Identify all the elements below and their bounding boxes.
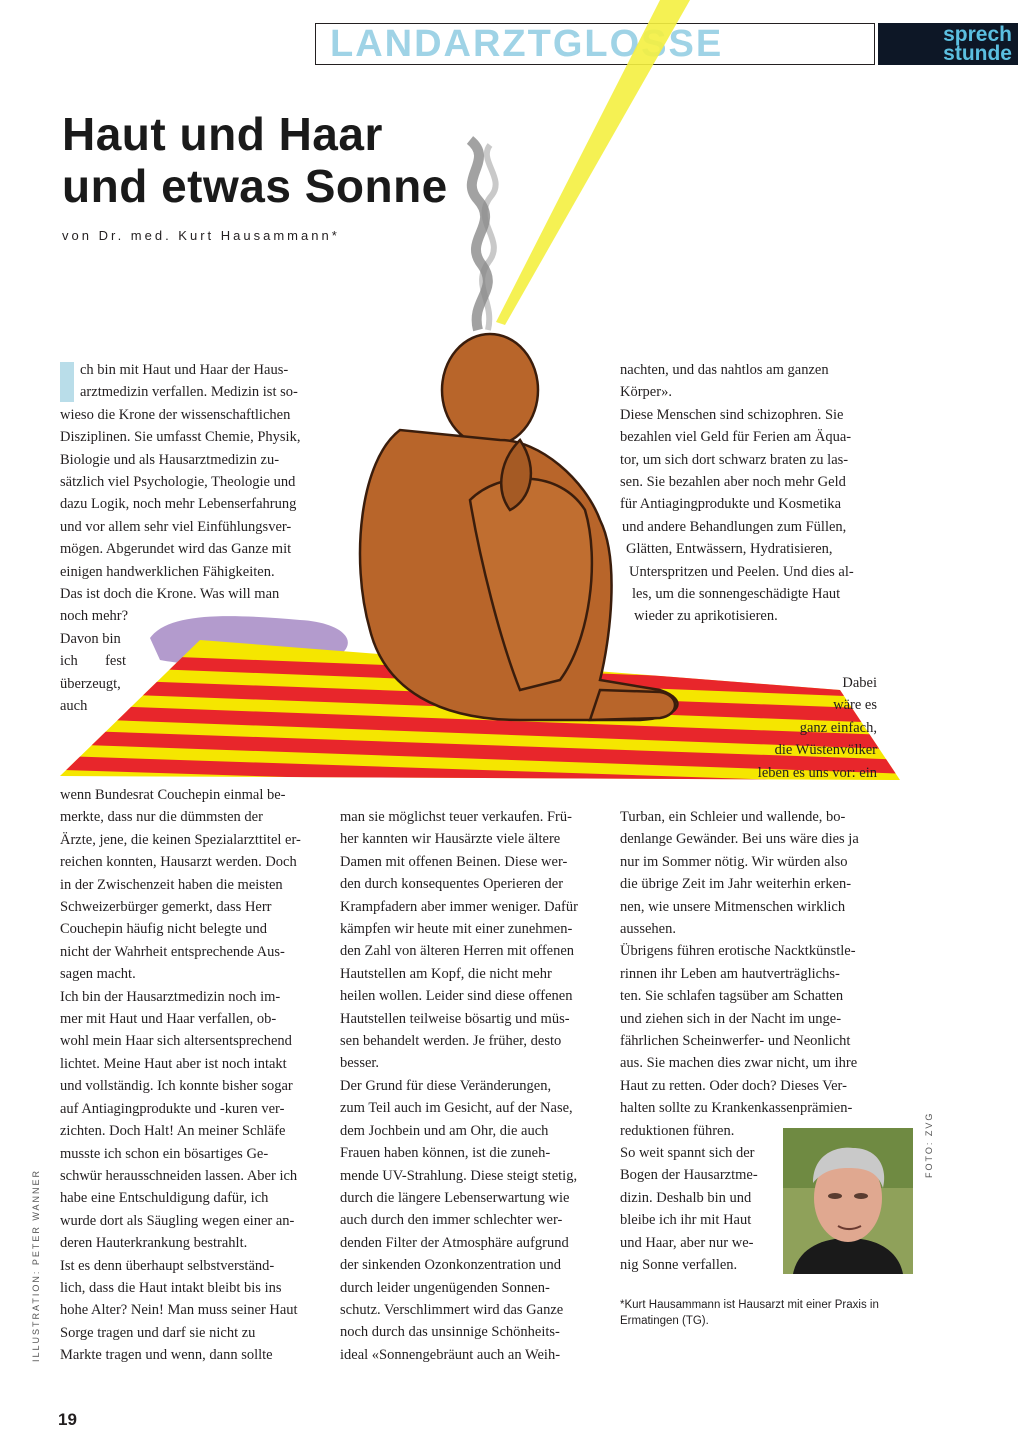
text-line: wieder zu aprikotisieren.	[634, 608, 778, 625]
text-line: für Antiagingprodukte und Kosmetika	[620, 496, 842, 513]
smoke-plume-2	[482, 145, 496, 330]
page-number: 19	[58, 1410, 77, 1429]
text-line: durch die längere Lebenserwartung wie	[340, 1189, 570, 1206]
text-line: die übrige Zeit im Jahr weiterhin erken-	[620, 876, 852, 893]
text-line: So weit spannt sich der	[620, 1145, 755, 1161]
column-3-top	[620, 359, 877, 784]
text-line: Haut zu retten. Oder doch? Dieses Ver-	[620, 1077, 847, 1094]
text-line: die Wüstenvölker	[774, 742, 877, 759]
photo-credit: FOTO: ZVG	[924, 1111, 934, 1178]
text-line: nur im Sommer nötig. Wir würden also	[620, 853, 848, 870]
text-line: ganz einfach,	[799, 719, 877, 736]
text-line: Damen mit offenen Beinen. Diese wer-	[340, 853, 568, 870]
author-photo	[783, 1128, 913, 1274]
text-line: Ist es denn überhaupt selbstverständ-	[60, 1257, 275, 1274]
text-line: rinnen ihr Leben am hautverträglichs-	[620, 965, 840, 982]
text-line: Schweizerbürger gemerkt, dass Herr	[60, 899, 272, 916]
text-line: heilen wollen. Leider sind diese offenen	[340, 988, 573, 1005]
title-line-1: Haut und Haar	[62, 108, 383, 160]
text-line: und vor allem sehr viel Einfühlungsver-	[60, 518, 292, 535]
text-line: Ärzte, jene, die keinen Spezialarzttitel er-	[60, 831, 301, 848]
text-line: und Haar, aber nur we-	[620, 1234, 754, 1251]
text-line: Biologie und als Hausarztmedizin zu-	[60, 451, 280, 468]
text-line: tor, um sich dort schwarz braten zu las-	[620, 451, 849, 468]
text-line: reduktionen führen.	[620, 1122, 735, 1139]
text-line: nen, wie unsere Mitmenschen wirklich	[620, 898, 846, 915]
text-line: Dabei	[842, 674, 877, 691]
text-line: Markte tragen und wenn, dann sollte	[60, 1347, 273, 1364]
text-line: zichten. Doch Halt! An meiner Schläfe	[60, 1123, 286, 1140]
text-line: les, um die sonnengeschädigte Haut	[632, 586, 841, 603]
sun-ray	[496, 0, 690, 325]
text-line: ideal «Sonnengebräunt auch an Weih-	[340, 1346, 561, 1363]
text-line: und ziehen sich in der Nacht im unge-	[620, 1010, 842, 1027]
badge-line-2: stunde	[943, 42, 1012, 65]
text-line: Ich bin der Hausarztmedizin noch im-	[60, 988, 281, 1005]
text-line: und andere Behandlungen zum Füllen,	[622, 518, 847, 535]
section-header: LANDARZTGLOSSE	[330, 23, 724, 65]
text-line: wenn Bundesrat Couchepin einmal be-	[60, 787, 286, 803]
text-line: einigen handwerklichen Fähigkeiten.	[60, 563, 275, 580]
illustration-credit: ILLUSTRATION: PETER WANNER	[31, 1168, 41, 1362]
text-line: bezahlen viel Geld für Ferien am Äqua-	[620, 429, 852, 446]
text-line: ch bin mit Haut und Haar der Haus-	[80, 362, 289, 378]
text-line: arztmedizin verfallen. Medizin ist so-	[80, 384, 298, 401]
text-line: noch mehr?	[60, 608, 129, 625]
text-line: in der Zwischenzeit haben die meisten	[60, 876, 283, 893]
column-3-wrap	[620, 1142, 770, 1276]
text-line: sagen macht.	[60, 966, 136, 983]
text-line: bleibe ich ihr mit Haut	[620, 1212, 752, 1229]
text-line: Glätten, Entwässern, Hydratisieren,	[626, 541, 833, 558]
text-line: Der Grund für diese Veränderungen,	[340, 1077, 552, 1094]
text-line: wäre es	[833, 697, 877, 714]
text-line: mende UV-Strahlung. Diese steigt stetig,	[340, 1167, 578, 1184]
text-line: mer mit Haut und Haar verfallen, ob-	[60, 1011, 277, 1028]
article-title	[62, 108, 448, 212]
text-line: Disziplinen. Sie umfasst Chemie, Physik,	[60, 429, 301, 446]
text-line: reichen konnten, Hausarzt werden. Doch	[60, 854, 297, 871]
text-line: halten sollte zu Krankenkassenprämien-	[620, 1100, 853, 1117]
text-line: merkte, dass nur die dümmsten der	[60, 809, 263, 826]
text-line: dazu Logik, noch mehr Lebenserfahrung	[60, 496, 297, 513]
text-line: denden Filter der Atmosphäre aufgrund	[340, 1234, 569, 1251]
text-line: besser.	[340, 1055, 380, 1072]
text-line: überzeugt,	[60, 675, 121, 692]
text-line: Couchepin häufig nicht belegte und	[60, 921, 267, 938]
column-2-bottom	[340, 806, 597, 1366]
byline: von Dr. med. Kurt Hausammann*	[62, 228, 340, 243]
text-line: zum Teil auch im Gesicht, auf der Nase,	[340, 1100, 573, 1117]
text-line: Hautstellen am Kopf, die nicht mehr	[340, 965, 552, 982]
text-line: nicht der Wahrheit entsprechende Aus-	[60, 943, 285, 960]
text-line: wohl mein Haar sich altersentsprechend	[60, 1033, 292, 1050]
text-line: dem Jochbein und am Ohr, die auch	[340, 1122, 549, 1139]
word: ich	[60, 653, 78, 670]
title-line-2: und etwas Sonne	[62, 160, 448, 212]
text-line: auf Antiagingprodukte und -kuren ver-	[60, 1100, 285, 1117]
text-line	[60, 650, 126, 672]
text-line: auch durch den immer schlechter wer-	[340, 1212, 563, 1229]
text-line: noch durch das unsinnige Schönheits-	[340, 1324, 560, 1341]
text-line: leben es uns vor: ein	[757, 764, 877, 781]
text-line: sätzlich viel Psychologie, Theologie und	[60, 474, 296, 491]
text-line: musste ich schon ein bösartiges Ge-	[60, 1145, 269, 1162]
text-line: sen behandelt werden. Je früher, desto	[340, 1033, 562, 1050]
text-line: Davon bin	[60, 630, 121, 647]
text-line: kämpfen wir heute mit einer zunehmen-	[340, 921, 573, 938]
text-line: denlange Gewänder. Bei uns wäre dies ja	[620, 831, 859, 848]
text-line: Das ist doch die Krone. Was will man	[60, 586, 280, 603]
text-line: wurde dort als Säugling wegen einer an-	[60, 1212, 295, 1229]
badge-line-1: sprech	[943, 23, 1012, 46]
text-line: den durch konsequentes Operieren der	[340, 876, 564, 893]
text-line: Unterspritzen und Peelen. Und dies al-	[629, 563, 854, 580]
text-line: wieso die Krone der wissenschaftlichen	[60, 406, 291, 423]
column-1-top	[60, 359, 316, 718]
text-line: ten. Sie schlafen tagsüber am Schatten	[620, 988, 844, 1005]
text-line: auch	[60, 698, 88, 715]
text-line: Frauen haben können, ist die zuneh-	[340, 1145, 551, 1162]
text-line: lich, dass die Haut intakt bleibt bis ins	[60, 1279, 282, 1296]
text-line: Krampfadern aber immer weniger. Dafür	[340, 898, 578, 915]
text-line: sen. Sie bezahlen aber noch mehr Geld	[620, 474, 846, 491]
text-line: Körper».	[620, 384, 672, 401]
text-line: habe eine Entschuldigung dafür, ich	[60, 1190, 269, 1207]
text-line: durch leider ungenügenden Sonnen-	[340, 1279, 550, 1296]
column-1-bottom	[60, 784, 316, 1367]
text-line: deren Hauterkrankung bestrahlt.	[60, 1235, 248, 1252]
text-line: Diese Menschen sind schizophren. Sie	[620, 406, 844, 423]
text-line: der sinkenden Ozonkonzentration und	[340, 1257, 562, 1274]
text-line: fährlichen Scheinwerfer- und Neonlicht	[620, 1033, 851, 1050]
text-line: mögen. Abgerundet wird das Ganze mit	[60, 541, 292, 558]
text-line: aus. Sie machen dies zwar nicht, um ihre	[620, 1055, 858, 1072]
text-line: Übrigens führen erotische Nacktkünstle-	[620, 943, 856, 960]
text-line: lichtet. Meine Haut aber ist noch intakt	[60, 1055, 287, 1072]
text-line: Sorge tragen und darf sie nicht zu	[60, 1324, 256, 1341]
text-line: hohe Alter? Nein! Man muss seiner Haut	[60, 1302, 298, 1319]
column-3-bottom	[620, 806, 878, 1142]
text-line: dizin. Deshalb bin und	[620, 1189, 752, 1206]
text-line: Turban, ein Schleier und wallende, bo-	[620, 809, 846, 825]
text-line: nig Sonne verfallen.	[620, 1257, 738, 1274]
text-line: schwür herausschneiden lassen. Aber ich	[60, 1167, 298, 1184]
text-line: nachten, und das nahtlos am ganzen	[620, 362, 829, 378]
word: fest	[105, 653, 126, 670]
text-line: schutz. Verschlimmert wird das Ganze	[340, 1301, 564, 1318]
footnote-line-1: *Kurt Hausammann ist Hausarzt mit einer Praxis in	[620, 1299, 879, 1311]
text-line: Bogen der Hausarztme-	[620, 1167, 758, 1184]
text-line: aussehen.	[620, 921, 676, 938]
text-line: man sie möglichst teuer verkaufen. Frü-	[340, 809, 572, 825]
footnote-line-2: Ermatingen (TG).	[620, 1315, 709, 1327]
text-line: Hautstellen teilweise bösartig und müs-	[340, 1010, 570, 1027]
text-line: und vollständig. Ich konnte bisher sogar	[60, 1078, 293, 1095]
text-line: her kannten wir Hausärzte viele ältere	[340, 831, 561, 848]
footnote	[620, 1297, 900, 1329]
text-line: den Zahl von älteren Herren mit offenen	[340, 943, 575, 960]
